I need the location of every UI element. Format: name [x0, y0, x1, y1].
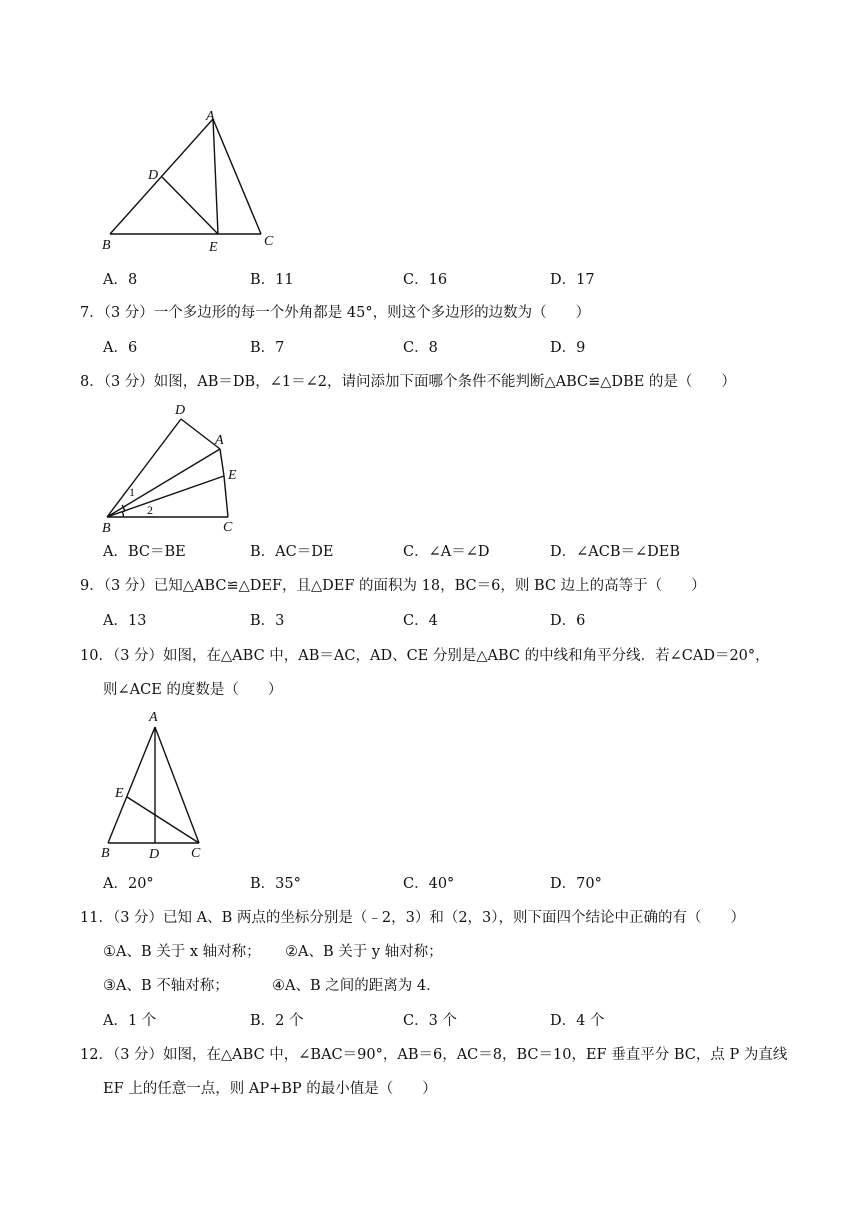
- q11-option-d: D．4 个: [550, 1013, 605, 1029]
- q11-option-b: B．2 个: [250, 1013, 304, 1029]
- q8-label-a: A: [215, 433, 224, 448]
- q6-option-a: A．8: [103, 272, 138, 288]
- q10-stem-line1: 10．（3 分）如图，在△ABC 中，AB＝AC，AD、CE 分别是△ABC 的中线和角平分线．若∠CAD＝20°，: [80, 648, 770, 664]
- q12-stem-line1: 12．（3 分）如图，在△ABC 中，∠BAC＝90°，AB＝6，AC＝8，BC＝10，EF 垂直平分 BC，点 P 为直线: [80, 1047, 788, 1063]
- q12-stem-line2: EF 上的任意一点，则 AP+BP 的最小值是（ ）: [103, 1081, 437, 1097]
- q9-option-b: B．3: [250, 613, 285, 629]
- q11-option-a: A．1 个: [103, 1013, 157, 1029]
- q6-option-b: B．11: [250, 272, 294, 288]
- q10-option-d: D．70°: [550, 876, 602, 892]
- q8-label-c: C: [223, 520, 233, 535]
- q8-label-b: B: [102, 521, 111, 536]
- q10-label-b: B: [101, 846, 110, 861]
- q10-label-d: D: [149, 847, 160, 862]
- q8-option-d: D．∠ACB＝∠DEB: [550, 544, 681, 560]
- q7-option-a: A．6: [103, 340, 138, 356]
- q7-option-c: C．8: [403, 340, 438, 356]
- q10-label-a: A: [149, 710, 158, 725]
- q8-angle-1: 1: [129, 485, 135, 499]
- q8-figure: [95, 398, 265, 538]
- q10-figure: [95, 705, 235, 865]
- fig6-label-e: E: [209, 240, 218, 255]
- q10-option-c: C．40°: [403, 876, 455, 892]
- q10-label-e: E: [115, 786, 124, 801]
- q8-stem: 8．（3 分）如图，AB＝DB，∠1＝∠2，请问添加下面哪个条件不能判断△ABC≌△DBE 的是（ ）: [80, 374, 736, 390]
- q10-option-b: B．35°: [250, 876, 301, 892]
- q8-option-c: C．∠A＝∠D: [403, 544, 490, 560]
- q6-triangle-figure: [95, 105, 295, 255]
- q8-angle-2: 2: [147, 503, 153, 517]
- q7-option-b: B．7: [250, 340, 285, 356]
- q9-option-a: A．13: [103, 613, 147, 629]
- q11-option-c: C．3 个: [403, 1013, 457, 1029]
- q8-label-d: D: [175, 403, 186, 418]
- q9-option-c: C．4: [403, 613, 438, 629]
- q8-option-a: A．BC＝BE: [103, 544, 186, 560]
- q10-stem-line2: 则∠ACE 的度数是（ ）: [103, 682, 283, 698]
- fig6-label-c: C: [264, 234, 274, 249]
- q10-option-a: A．20°: [103, 876, 154, 892]
- q6-option-c: C．16: [403, 272, 448, 288]
- q10-label-c: C: [191, 846, 201, 861]
- q11-statement-2: ②A、B 关于 y 轴对称；: [285, 944, 443, 960]
- fig6-label-b: B: [102, 238, 111, 253]
- q11-statement-1: ①A、B 关于 x 轴对称；: [103, 944, 261, 960]
- fig6-label-d: D: [148, 168, 159, 183]
- q11-statement-3: ③A、B 不轴对称；: [103, 978, 229, 994]
- q8-label-e: E: [228, 468, 237, 483]
- q7-stem: 7．（3 分）一个多边形的每一个外角都是 45°，则这个多边形的边数为（ ）: [80, 305, 591, 321]
- q7-option-d: D．9: [550, 340, 586, 356]
- q6-option-d: D．17: [550, 272, 595, 288]
- q11-statement-4: ④A、B 之间的距离为 4．: [272, 978, 441, 994]
- fig6-label-a: A: [206, 109, 215, 124]
- q9-stem: 9．（3 分）已知△ABC≌△DEF，且△DEF 的面积为 18，BC＝6，则 BC 边上的高等于（ ）: [80, 578, 706, 594]
- q9-option-d: D．6: [550, 613, 586, 629]
- q11-stem: 11．（3 分）已知 A、B 两点的坐标分别是（﹣2，3）和（2，3），则下面四个结论中正确的有（ ）: [80, 910, 746, 926]
- q8-option-b: B．AC＝DE: [250, 544, 334, 560]
